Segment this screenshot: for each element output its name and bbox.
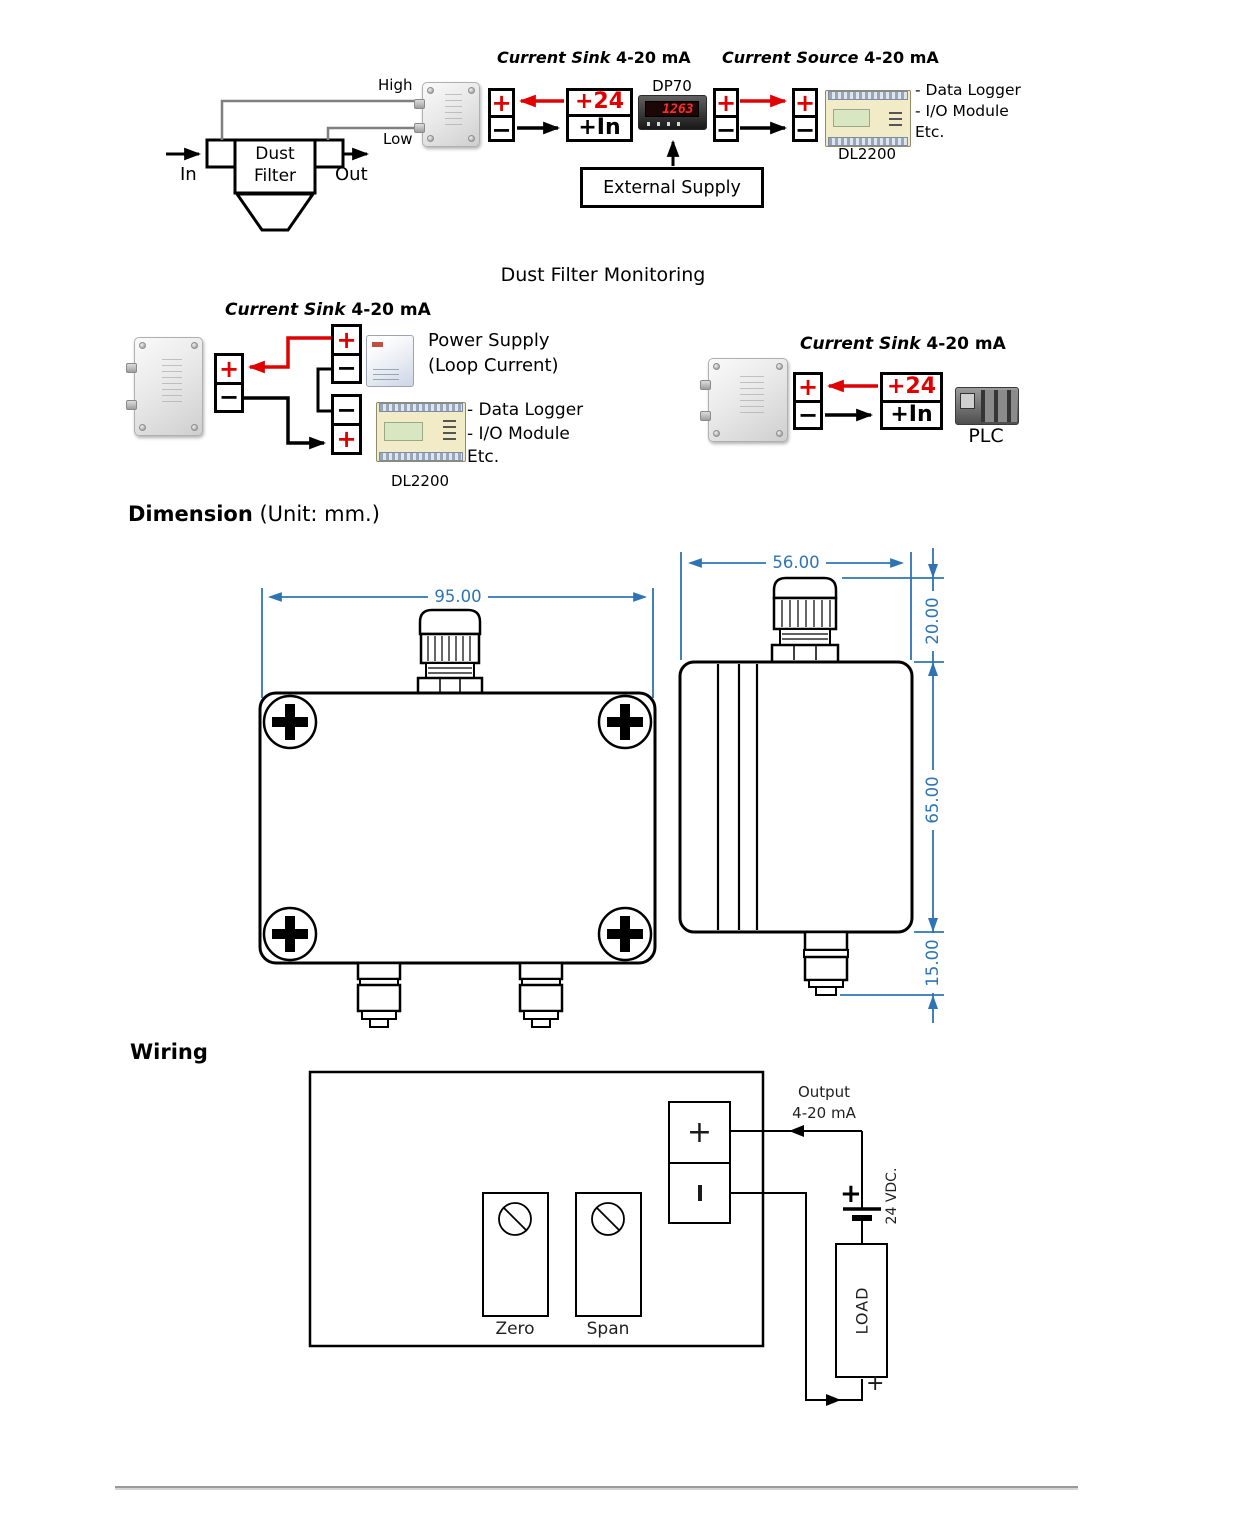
transmitter-terminal-block <box>214 353 244 413</box>
dl2200-photo <box>825 90 911 147</box>
title-em: Current Source <box>722 48 859 67</box>
low-port-label: Low <box>383 130 413 148</box>
logger-terminal-block <box>331 394 362 455</box>
minus-terminal: − <box>334 353 359 382</box>
plc-wiring-arrows <box>825 386 878 415</box>
plus-terminal: + <box>715 89 737 117</box>
plus-terminal: + <box>334 423 359 452</box>
title-rest: 4-20 mA <box>345 300 431 320</box>
device-label-sticker <box>445 94 462 124</box>
transmitter-photo <box>134 337 203 436</box>
device-markings <box>373 365 400 380</box>
plc-display <box>960 393 974 409</box>
screw-icon <box>468 135 475 142</box>
terminal-strip <box>379 452 463 461</box>
supply-terminal-block <box>566 88 633 142</box>
plus-terminal: + <box>218 354 240 383</box>
device-label-sticker <box>162 355 182 402</box>
side-width-dimension: 56.00 <box>766 554 826 572</box>
screw-icon <box>713 430 720 437</box>
dimension-heading <box>128 502 380 526</box>
power-supply-label-line1: Power Supply <box>428 330 550 351</box>
device-markings <box>889 108 902 127</box>
transmitter-photo <box>422 82 480 147</box>
high-port-label: High <box>378 76 413 94</box>
meter-buttons <box>647 122 684 126</box>
output-label-line2: 4-20 mA <box>792 1104 856 1122</box>
plus-terminal: + <box>491 89 512 117</box>
title-em: Current Sink <box>225 300 346 320</box>
zero-pot-label: Zero <box>495 1319 535 1339</box>
dimension-front-view <box>260 588 655 1027</box>
title-em: Current Sink <box>497 48 611 67</box>
load-plus-sign: + <box>866 1371 885 1396</box>
load-label: LOAD <box>851 1286 871 1335</box>
screw-icon <box>139 424 146 431</box>
pressure-nipple-icon <box>414 99 425 109</box>
front-width-dimension: 95.00 <box>428 588 488 606</box>
page-divider <box>115 1486 1078 1490</box>
body-height-dimension: 65.00 <box>924 770 942 830</box>
external-supply-label: External Supply <box>603 177 741 198</box>
battery-plus-sign: + <box>840 1179 862 1209</box>
out-label: Out <box>335 164 368 185</box>
brand-mark <box>372 342 383 347</box>
screw-icon <box>191 342 198 349</box>
current-source-title <box>722 48 939 67</box>
span-pot-label: Span <box>586 1319 630 1339</box>
load-box <box>835 1243 888 1378</box>
output-label-line1: Output <box>797 1083 851 1101</box>
plus24-terminal: +24 <box>886 374 937 400</box>
power-supply-photo <box>366 335 414 387</box>
plc-label: PLC <box>968 425 1004 447</box>
device-markings <box>443 420 456 440</box>
minus-mark <box>698 1185 702 1201</box>
screw-icon <box>191 424 198 431</box>
plus-terminal: + <box>686 1114 713 1150</box>
loop-wiring-arrows <box>244 338 331 443</box>
dimension-side-view <box>680 548 944 1023</box>
plusin-terminal: +In <box>883 400 940 428</box>
device-screen <box>833 109 870 128</box>
port-height-dimension: 15.00 <box>924 933 942 993</box>
title-em: Current Sink <box>800 334 921 354</box>
pressure-nipple-icon <box>700 411 711 421</box>
minus-terminal <box>670 1162 729 1223</box>
source-terminal-block <box>713 88 739 142</box>
gland-height-dimension: 20.00 <box>924 591 942 651</box>
psu-terminal-block <box>331 324 362 384</box>
terminal-strip <box>828 91 909 100</box>
plc-modules <box>981 390 1017 422</box>
minus-terminal: − <box>794 116 816 144</box>
logger-terminal-block <box>792 88 818 142</box>
device-label-sticker <box>740 374 763 413</box>
current-sink-title <box>497 48 691 67</box>
plc-sink-title <box>800 334 1006 354</box>
pressure-nipple-icon <box>126 363 137 373</box>
meter-display: 1263 <box>645 101 699 117</box>
plus-terminal: + <box>336 325 357 354</box>
power-supply-label-line2: (Loop Current) <box>428 355 559 376</box>
device-list <box>915 80 1021 143</box>
plus24-terminal: +24 <box>574 89 625 115</box>
in-label: In <box>180 164 197 185</box>
transmitter-photo <box>708 358 788 442</box>
plus-terminal: + <box>797 373 819 402</box>
screw-icon <box>776 363 783 370</box>
dl2200-label: DL2200 <box>837 145 897 163</box>
device-screen <box>384 422 423 441</box>
pressure-nipple-icon <box>700 380 711 390</box>
external-supply-box <box>580 167 764 208</box>
heading-bold: Dimension <box>128 502 253 526</box>
screw-icon <box>468 87 475 94</box>
screw-icon <box>776 430 783 437</box>
screw-icon <box>713 363 720 370</box>
output-terminal-block <box>668 1101 731 1224</box>
device-list-item: Etc. <box>915 123 945 141</box>
device-list-item: - Data Logger <box>467 400 584 420</box>
transmitter-terminal-block <box>793 372 823 430</box>
minus-terminal: − <box>715 116 737 144</box>
plusin-terminal: +In <box>569 114 630 140</box>
battery-voltage-label: 24 VDC. <box>884 1167 900 1225</box>
pressure-nipple-icon <box>414 123 425 133</box>
section-caption: Dust Filter Monitoring <box>500 264 706 286</box>
source-wiring-arrows <box>740 101 785 128</box>
dl2200-label: DL2200 <box>390 472 450 490</box>
transmitter-terminal-block <box>488 88 515 142</box>
filter-label-line2: Filter <box>253 166 297 186</box>
plc-supply-terminal-block <box>880 372 943 430</box>
device-list-item: - Data Logger <box>915 81 1021 99</box>
dp70-meter-photo <box>638 95 707 130</box>
pressure-nipple-icon <box>126 400 137 410</box>
wiring-heading: Wiring <box>130 1040 208 1064</box>
terminal-strip <box>379 403 463 412</box>
device-list-item: - I/O Module <box>915 102 1009 120</box>
plc-photo <box>955 387 1019 425</box>
device-list-item: Etc. <box>467 447 500 467</box>
minus-terminal: − <box>336 396 357 424</box>
minus-terminal: − <box>797 400 819 429</box>
dl2200-photo <box>376 402 466 462</box>
plus-terminal: + <box>794 89 816 117</box>
heading-unit: (Unit: mm.) <box>252 502 380 526</box>
minus-terminal: − <box>491 116 512 144</box>
title-rest: 4-20 mA <box>920 334 1006 354</box>
filter-label-line1: Dust <box>255 144 295 164</box>
dp70-label: DP70 <box>652 77 692 95</box>
title-rest: 4-20 mA <box>610 48 691 67</box>
title-rest: 4-20 mA <box>858 48 939 67</box>
dust-filter-label <box>235 143 315 187</box>
device-list-item: - I/O Module <box>467 423 570 444</box>
screw-icon <box>427 87 434 94</box>
loop-sink-title <box>225 300 431 320</box>
wiring-diagram-lines <box>310 1072 881 1406</box>
screw-icon <box>139 342 146 349</box>
device-list <box>467 399 583 470</box>
screw-icon <box>427 135 434 142</box>
minus-terminal: − <box>218 383 240 412</box>
